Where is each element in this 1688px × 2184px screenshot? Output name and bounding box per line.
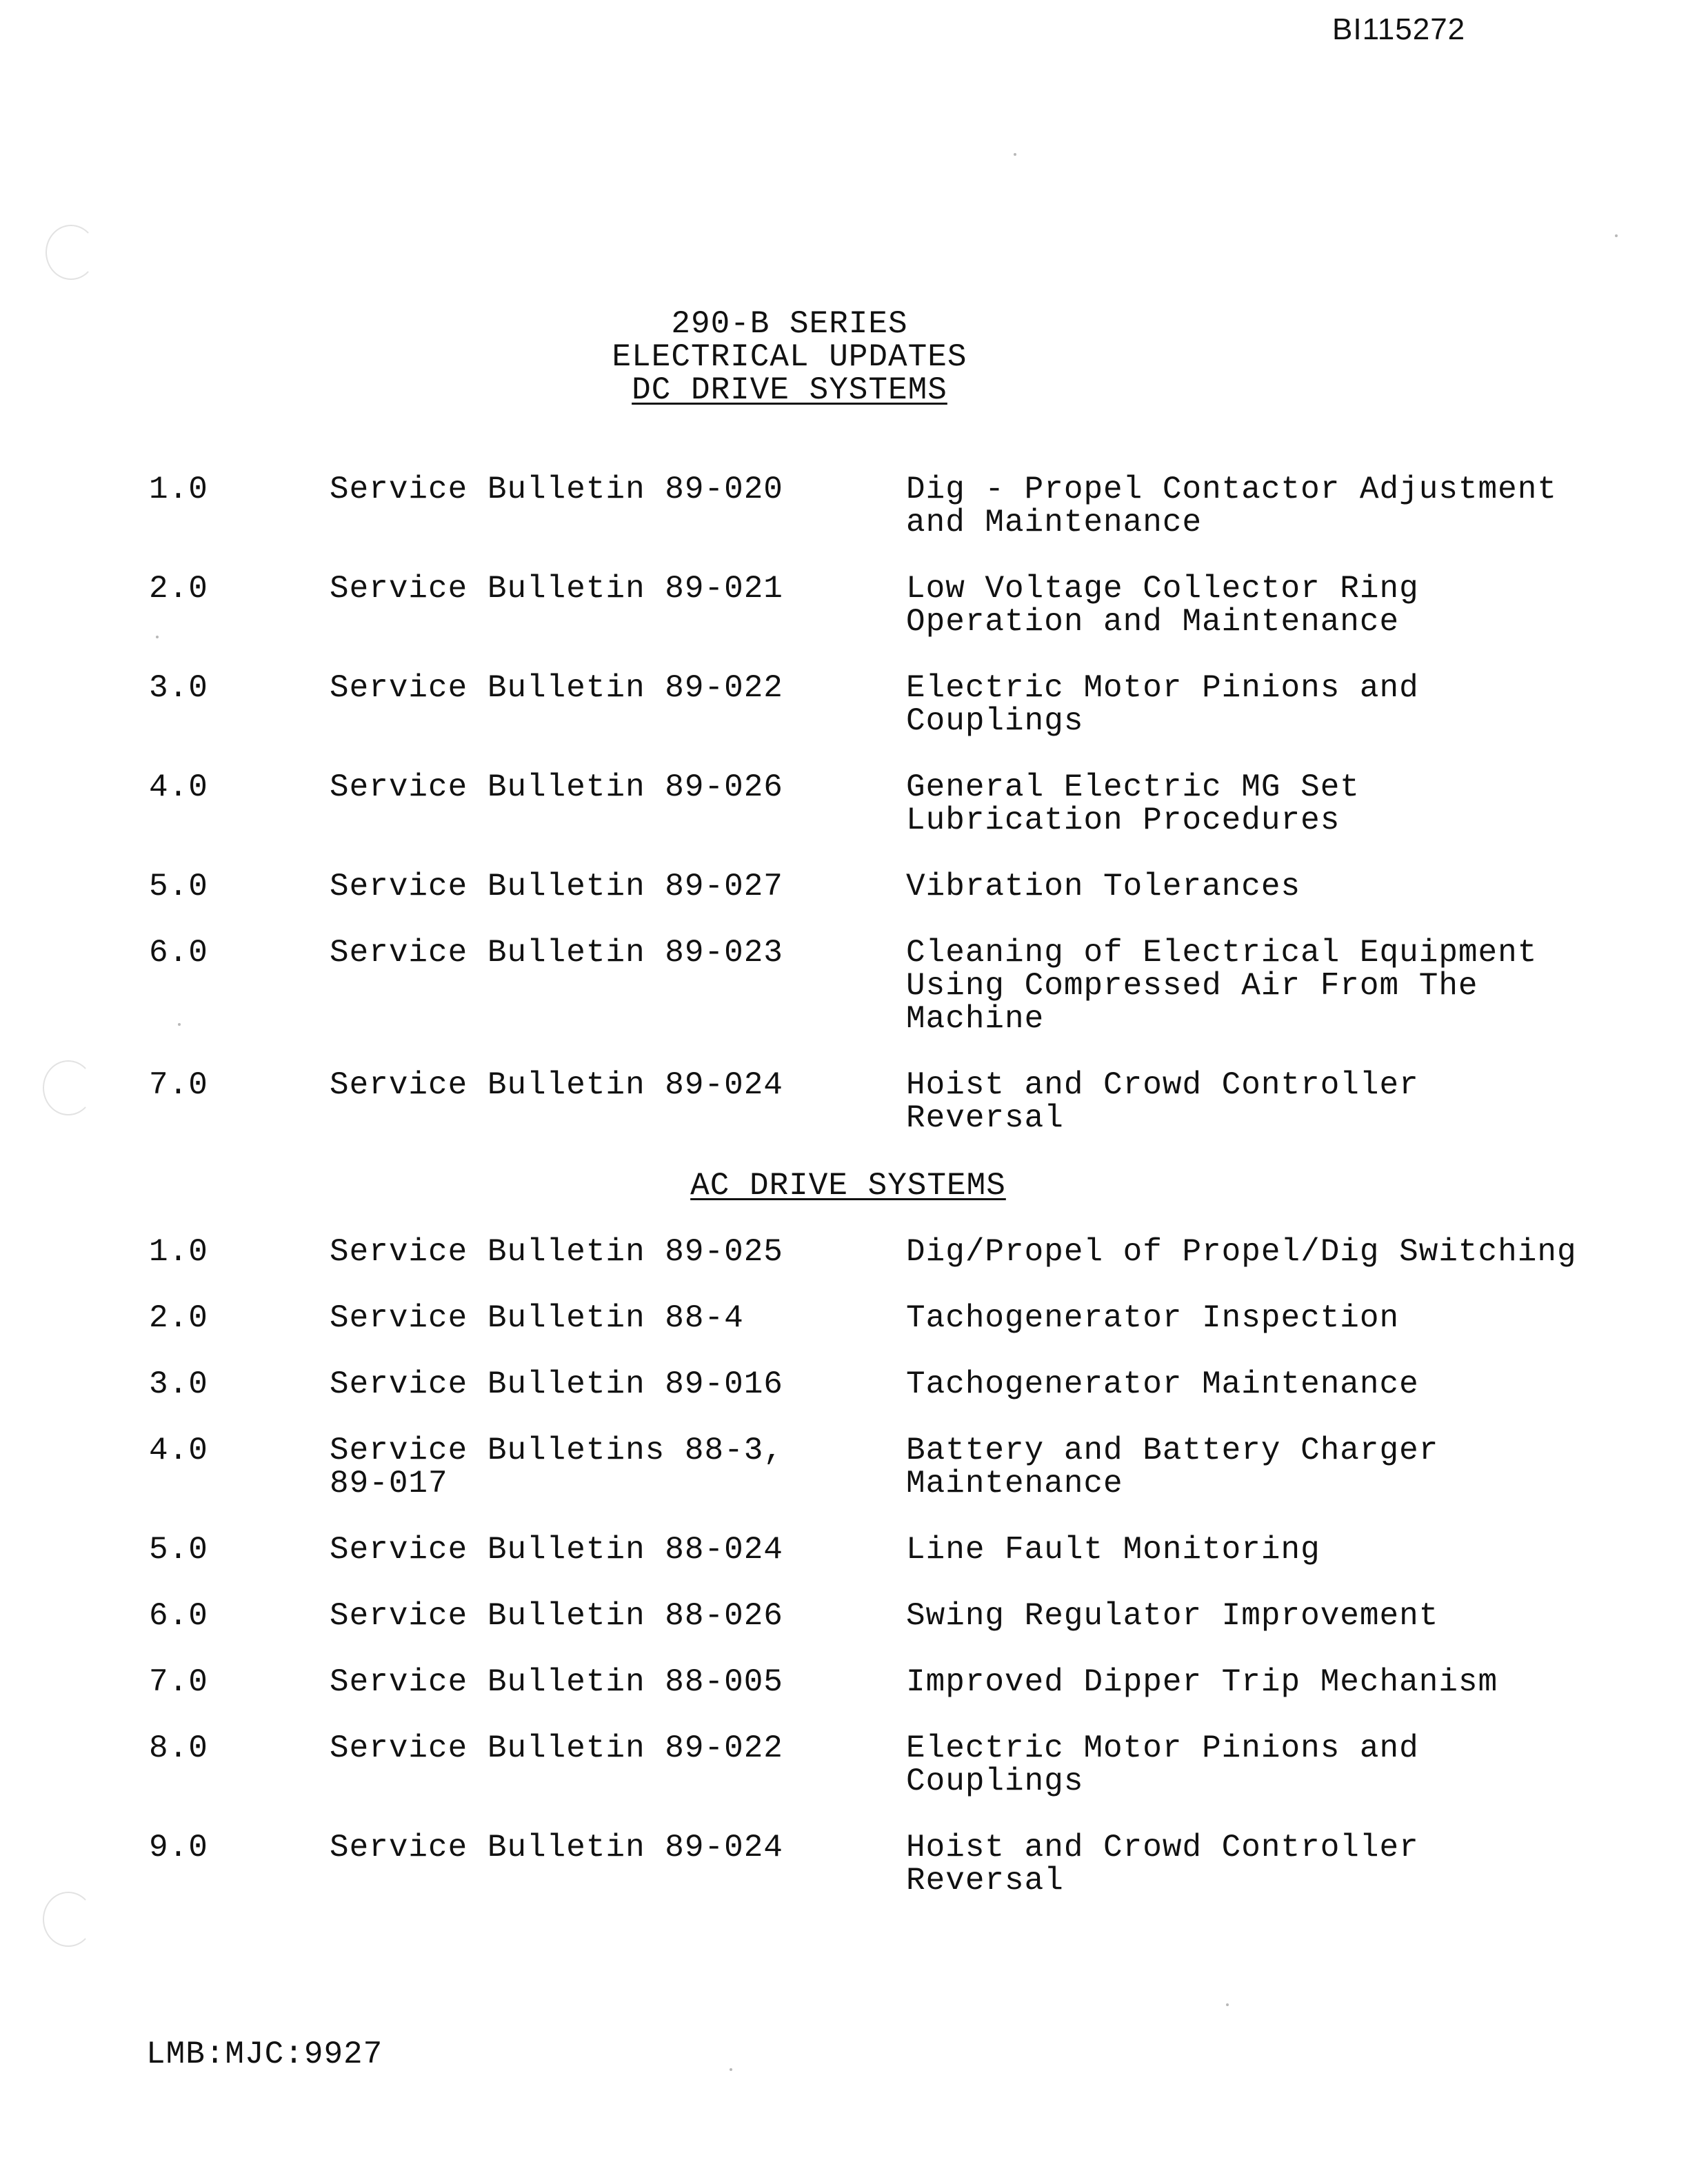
- bulletin-reference-line: Service Bulletin 89-016: [330, 1366, 783, 1402]
- bulletin-reference: [330, 1599, 783, 1632]
- item-number: 9.0: [149, 1830, 208, 1866]
- item-number: 6.0: [149, 1598, 208, 1634]
- item-number: 1.0: [149, 1234, 208, 1270]
- bulletin-description: [906, 1599, 1438, 1632]
- bulletin-reference-line: Service Bulletin 89-027: [330, 869, 783, 904]
- bulletin-description-line: Couplings: [906, 1763, 1084, 1799]
- bulletin-description: [906, 1368, 1419, 1401]
- bulletin-reference: [330, 1732, 783, 1765]
- document-id: BI115272: [1332, 12, 1466, 46]
- bulletin-description: [906, 1302, 1399, 1335]
- reference-initials: LMB:MJC:9927: [146, 2036, 383, 2072]
- item-number: 2.0: [149, 571, 208, 607]
- item-number: 7.0: [149, 1067, 208, 1103]
- bulletin-reference: [330, 771, 783, 804]
- document-header: [0, 307, 1579, 407]
- item-number: 3.0: [149, 1366, 208, 1402]
- bulletin-description-line: Battery and Battery Charger: [906, 1433, 1439, 1468]
- bulletin-description: [906, 1732, 1419, 1798]
- bulletin-reference-line: Service Bulletin 88-026: [330, 1598, 783, 1634]
- bulletin-reference: [330, 671, 783, 705]
- bulletin-reference-line: Service Bulletin 89-020: [330, 472, 783, 507]
- bulletin-reference-line: Service Bulletins 88-3,: [330, 1433, 783, 1468]
- bulletin-description: [906, 473, 1557, 539]
- bulletin-reference: [330, 1434, 783, 1500]
- bulletin-reference-line: 89-017: [330, 1466, 448, 1502]
- bulletin-reference: [330, 1368, 783, 1401]
- item-number: 6.0: [149, 935, 208, 971]
- bulletin-reference: [330, 1069, 783, 1102]
- bulletin-description-line: Dig - Propel Contactor Adjustment: [906, 472, 1557, 507]
- item-number: 4.0: [149, 1433, 208, 1468]
- bulletin-description-line: Operation and Maintenance: [906, 604, 1400, 640]
- scan-speck: [1014, 153, 1016, 156]
- item-number: 2.0: [149, 1300, 208, 1336]
- bulletin-description-line: Tachogenerator Inspection: [906, 1300, 1400, 1336]
- bulletin-description: [906, 1069, 1419, 1135]
- item-number: 5.0: [149, 1532, 208, 1568]
- section-heading-ac: AC DRIVE SYSTEMS: [690, 1168, 1006, 1204]
- bulletin-reference-line: Service Bulletin 89-025: [330, 1234, 783, 1270]
- scan-speck: [1615, 234, 1618, 237]
- bulletin-reference-line: Service Bulletin 88-4: [330, 1300, 744, 1336]
- bulletin-reference: [330, 572, 783, 605]
- bulletin-description-line: Swing Regulator Improvement: [906, 1598, 1439, 1634]
- bulletin-description: [906, 1434, 1438, 1500]
- bulletin-description-line: Hoist and Crowd Controller: [906, 1067, 1419, 1103]
- bulletin-description-line: Lubrication Procedures: [906, 802, 1340, 838]
- bulletin-description-line: Vibration Tolerances: [906, 869, 1301, 904]
- bulletin-reference: [330, 1302, 744, 1335]
- bulletin-reference-line: Service Bulletin 89-024: [330, 1067, 783, 1103]
- bulletin-reference: [330, 1831, 783, 1864]
- scan-speck: [156, 636, 159, 638]
- bulletin-description-line: Electric Motor Pinions and: [906, 1730, 1419, 1766]
- ac-heading-wrapper: [0, 1169, 1688, 1202]
- bulletin-description-line: Dig/Propel of Propel/Dig Switching: [906, 1234, 1577, 1270]
- bulletin-description: [906, 1235, 1577, 1268]
- scan-speck: [730, 2068, 732, 2071]
- bulletin-description-line: Maintenance: [906, 1466, 1123, 1502]
- bulletin-description-line: and Maintenance: [906, 505, 1203, 540]
- bulletin-description-line: Low Voltage Collector Ring: [906, 571, 1419, 607]
- bulletin-reference-line: Service Bulletin 89-024: [330, 1830, 783, 1866]
- bulletin-reference: [330, 936, 783, 969]
- bulletin-description: [906, 1666, 1498, 1699]
- bulletin-description-line: Reversal: [906, 1863, 1064, 1899]
- bulletin-reference-line: Service Bulletin 88-024: [330, 1532, 783, 1568]
- bulletin-description-line: Hoist and Crowd Controller: [906, 1830, 1419, 1866]
- header-title: ELECTRICAL UPDATES: [612, 339, 967, 375]
- bulletin-description-line: Cleaning of Electrical Equipment: [906, 935, 1538, 971]
- bulletin-reference-line: Service Bulletin 89-023: [330, 935, 783, 971]
- bulletin-description: [906, 572, 1419, 638]
- bulletin-description-line: Improved Dipper Trip Mechanism: [906, 1664, 1498, 1700]
- bulletin-description-line: General Electric MG Set: [906, 769, 1360, 805]
- bulletin-reference-line: Service Bulletin 89-022: [330, 670, 783, 706]
- bulletin-reference-line: Service Bulletin 89-022: [330, 1730, 783, 1766]
- item-number: 8.0: [149, 1730, 208, 1766]
- scan-speck: [1226, 2003, 1229, 2006]
- punch-hole-bottom: [43, 1892, 94, 1947]
- punch-hole-middle: [43, 1060, 94, 1115]
- bulletin-reference: [330, 473, 783, 506]
- bulletin-description: [906, 1533, 1320, 1566]
- bulletin-reference-line: Service Bulletin 89-021: [330, 571, 783, 607]
- bulletin-description-line: Couplings: [906, 703, 1084, 739]
- bulletin-description-line: Tachogenerator Maintenance: [906, 1366, 1419, 1402]
- bulletin-reference: [330, 1235, 783, 1268]
- bulletin-reference: [330, 1533, 783, 1566]
- bulletin-description: [906, 936, 1537, 1035]
- bulletin-description: [906, 1831, 1419, 1897]
- bulletin-description-line: Reversal: [906, 1100, 1064, 1136]
- bulletin-reference: [330, 870, 783, 903]
- item-number: 4.0: [149, 769, 208, 805]
- item-number: 5.0: [149, 869, 208, 904]
- item-number: 1.0: [149, 472, 208, 507]
- item-number: 3.0: [149, 670, 208, 706]
- bulletin-description: [906, 870, 1300, 903]
- bulletin-reference-line: Service Bulletin 88-005: [330, 1664, 783, 1700]
- bulletin-reference-line: Service Bulletin 89-026: [330, 769, 783, 805]
- bulletin-description-line: Using Compressed Air From The: [906, 968, 1478, 1004]
- bulletin-description-line: Machine: [906, 1001, 1045, 1037]
- bulletin-description-line: Electric Motor Pinions and: [906, 670, 1419, 706]
- scan-speck: [178, 1023, 181, 1026]
- bulletin-description: [906, 671, 1419, 738]
- bulletin-description-line: Line Fault Monitoring: [906, 1532, 1320, 1568]
- bulletin-reference: [330, 1666, 783, 1699]
- header-series: 290-B SERIES: [671, 306, 908, 342]
- bulletin-description: [906, 771, 1360, 837]
- section-heading-dc: DC DRIVE SYSTEMS: [632, 372, 947, 408]
- punch-hole-top: [46, 225, 97, 280]
- item-number: 7.0: [149, 1664, 208, 1700]
